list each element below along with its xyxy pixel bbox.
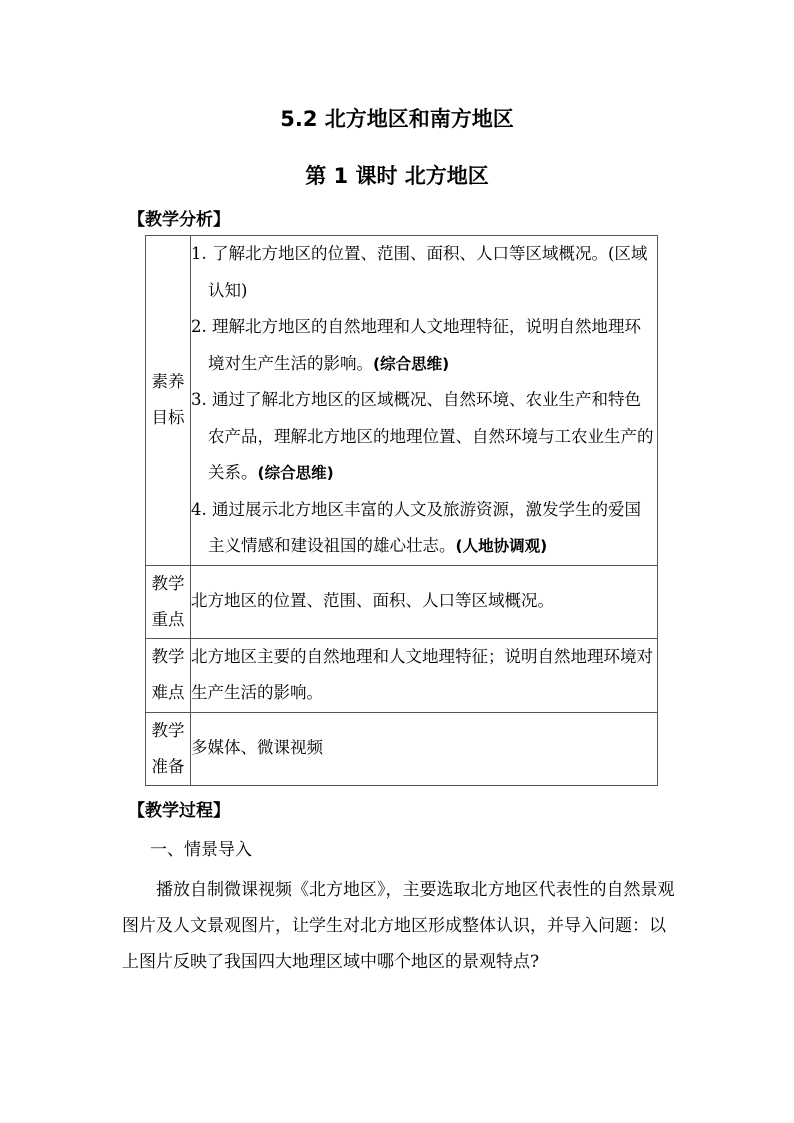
goal-tag: (综合思维)	[257, 464, 334, 482]
goal-text: 4. 通过展示北方地区丰富的人文及旅游资源，激发学生的爱国主义情感和建设祖国的雄心壮志。	[191, 499, 641, 555]
goal-item	[191, 492, 657, 565]
goal-item	[191, 382, 657, 492]
goal-item	[191, 236, 657, 309]
step-paragraph: 播放自制微课视频《北方地区》，主要选取北方地区代表性的自然景观图片及人文景观图片，让学生对北方地区形成整体认识，并导入问题：以上图片反映了我国四大地理区域中哪个地区的景观特点?	[122, 880, 675, 972]
row-label-line: 重点	[151, 609, 185, 629]
row-label-preparation	[146, 712, 191, 785]
row-label-line: 准备	[151, 756, 185, 776]
goal-text: 2. 理解北方地区的自然地理和人文地理特征，说明自然地理环境对生产生活的影响。	[191, 317, 641, 373]
row-label-line: 目标	[151, 408, 185, 428]
step-heading: 一、情景导入	[150, 840, 252, 860]
table-row-difficulties	[146, 638, 658, 712]
row-label-difficulties	[146, 638, 191, 712]
row-label-line: 教学	[151, 647, 185, 666]
preparation-text: 多媒体、微课视频	[191, 712, 658, 785]
key-points-text: 北方地区的位置、范围、面积、人口等区域概况。	[191, 565, 658, 638]
goal-item	[191, 309, 657, 382]
row-label-goals	[146, 236, 191, 566]
table-row-key-points	[146, 565, 658, 638]
row-label-line: 教学	[151, 573, 185, 593]
goal-tag: (综合思维)	[373, 354, 450, 373]
section-heading-analysis: 【教学分析】	[128, 210, 230, 230]
table-row-goals	[146, 236, 658, 566]
goal-tag: (人地协调观)	[455, 537, 548, 555]
goal-text: 3. 通过了解北方地区的区域概况、自然环境、农业生产和特色农产品，理解北方地区的地理位置、自然环境与工农业生产的关系。	[191, 390, 654, 482]
lesson-subtitle: 第 1 课时 北方地区	[305, 164, 489, 188]
row-label-line: 素养	[151, 372, 185, 392]
row-label-line: 难点	[151, 683, 185, 702]
goal-text: 1. 了解北方地区的位置、范围、面积、人口等区域概况。(区域认知)	[191, 244, 648, 300]
teaching-analysis-table	[145, 235, 658, 786]
section-heading-process: 【教学过程】	[128, 801, 230, 821]
goals-list	[191, 236, 658, 566]
row-label-line: 教学	[151, 720, 185, 740]
row-label-key-points	[146, 565, 191, 638]
document-title: 5.2 北方地区和南方地区	[280, 107, 514, 131]
table-row-preparation	[146, 712, 658, 785]
difficulties-text: 北方地区主要的自然地理和人文地理特征；说明自然地理环境对生产生活的影响。	[191, 638, 658, 712]
